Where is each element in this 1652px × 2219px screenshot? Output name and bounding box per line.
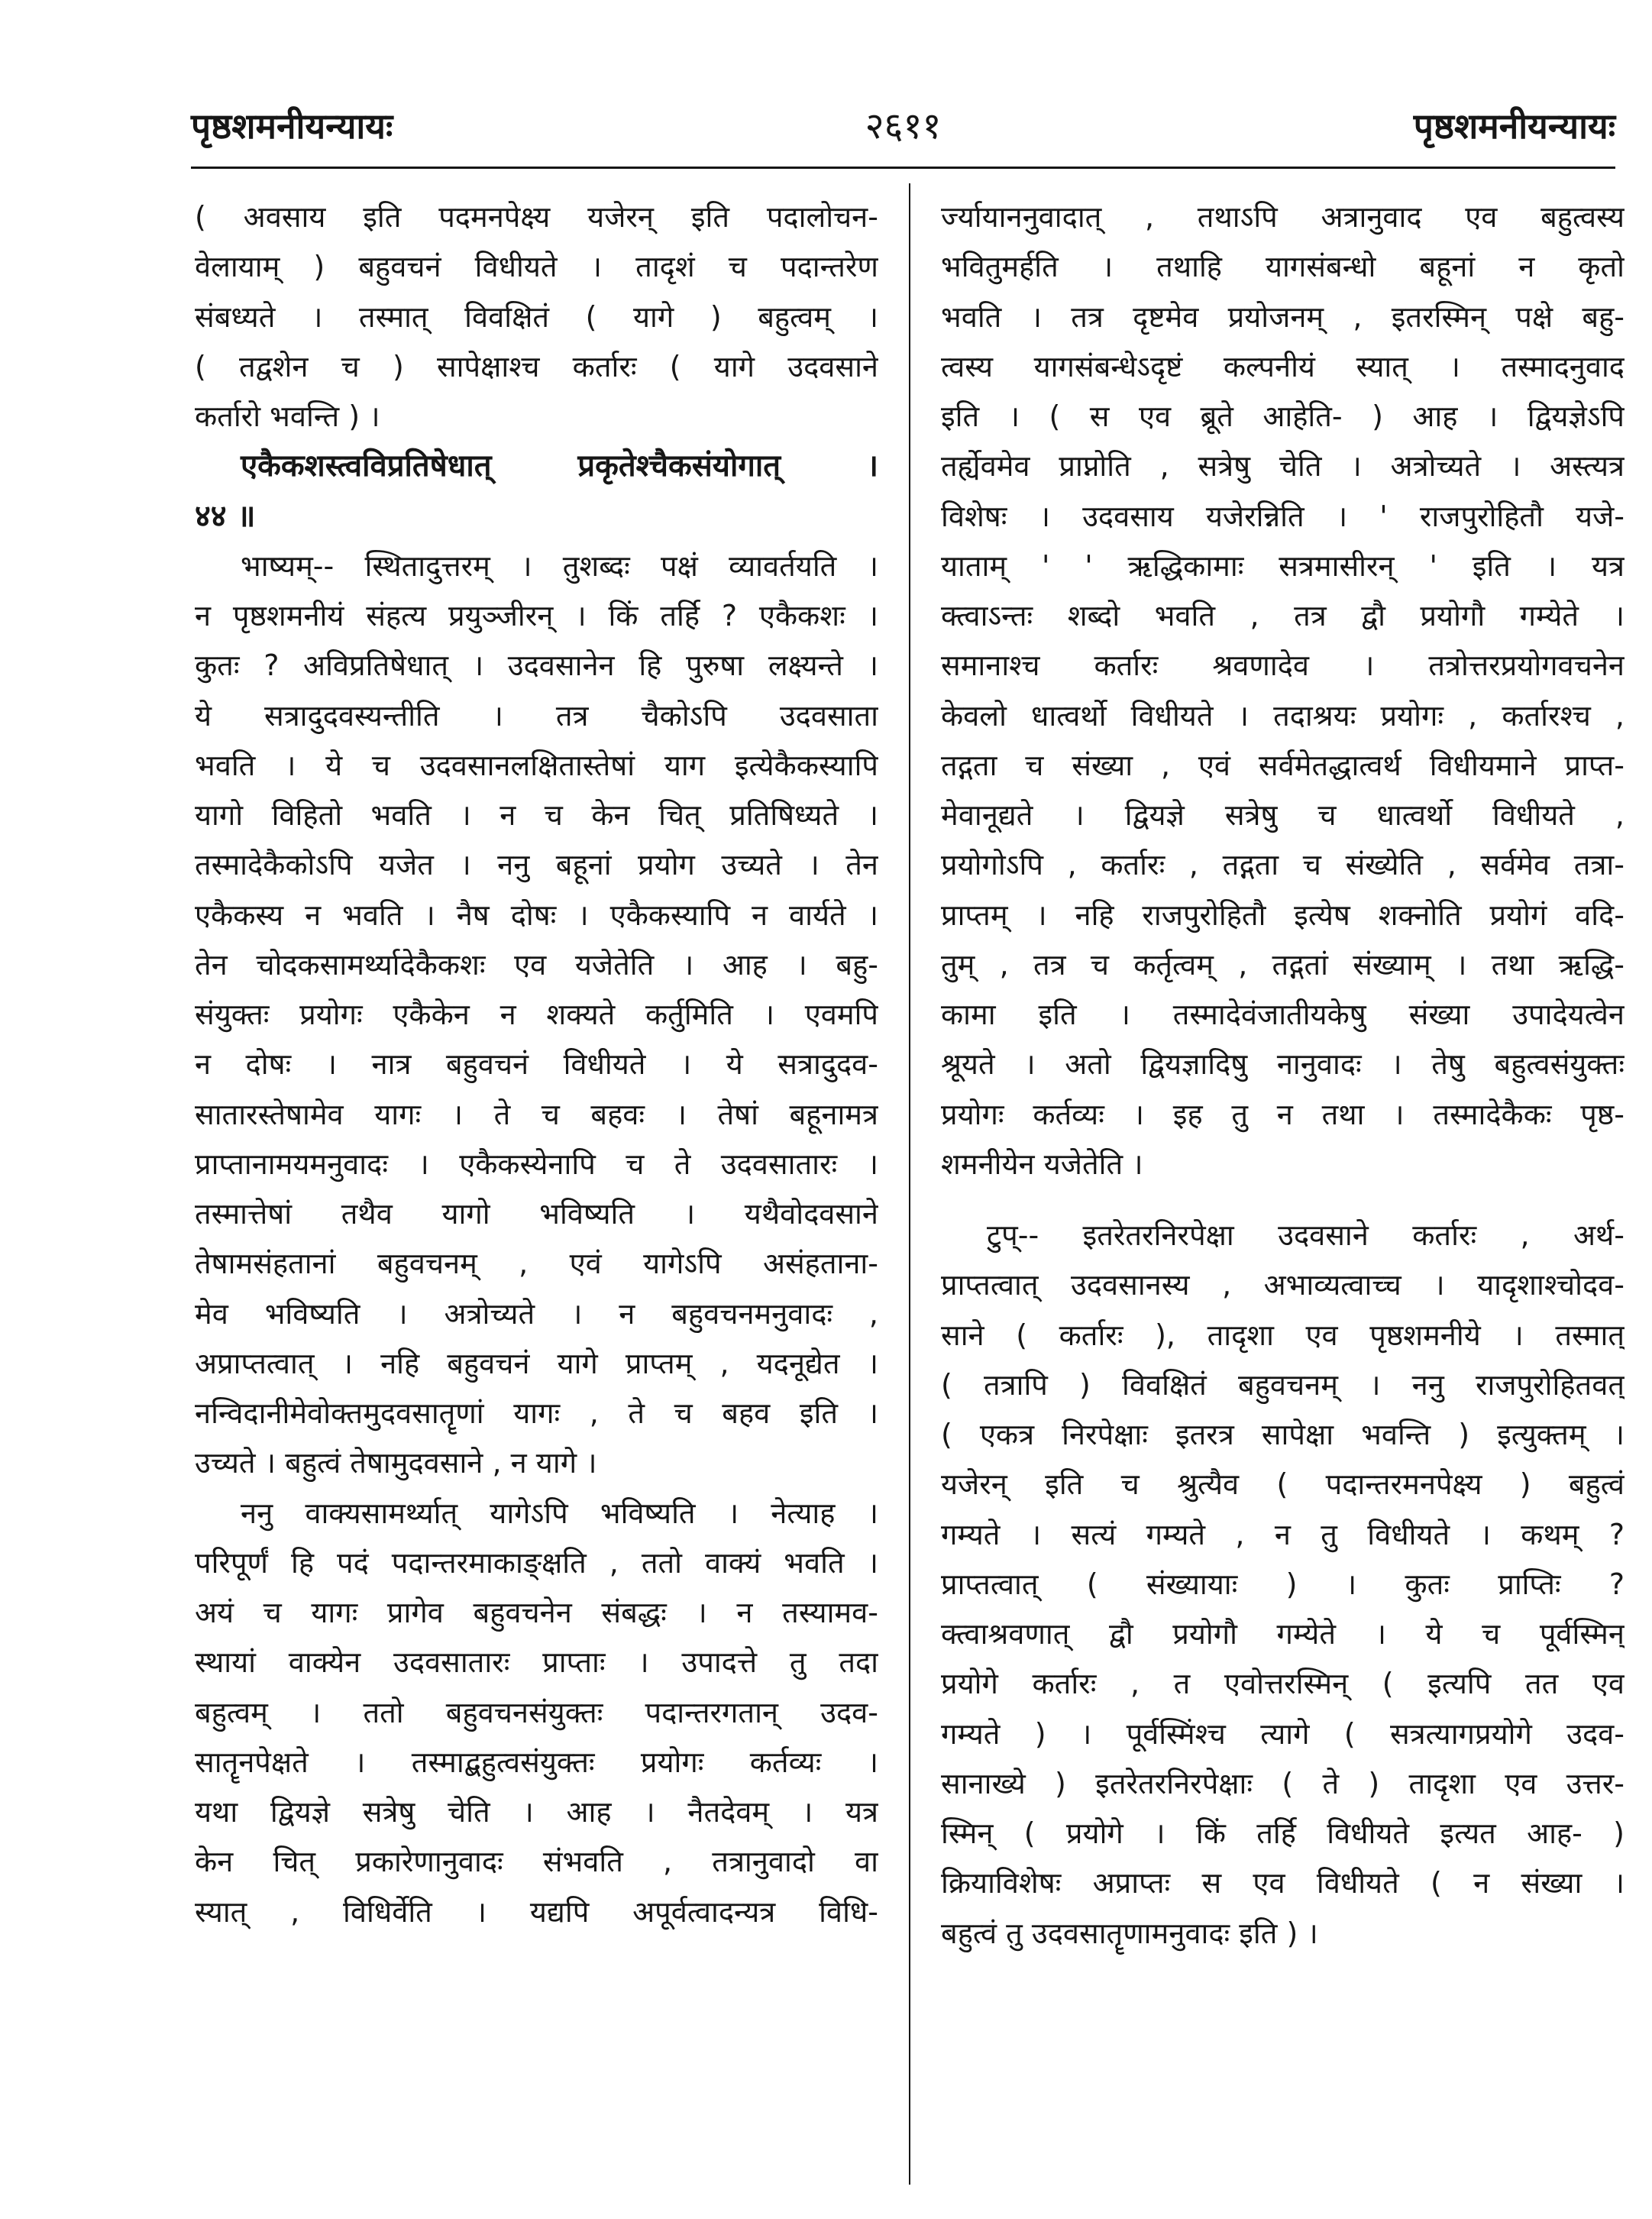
text-line: तेन चोदकसामर्थ्यादेकैकशः एव यजेतेति । आह । बहु-: [195, 947, 878, 982]
text-line: परिपूर्णं हि पदं पदान्तरमाकाङ्क्षति , ततो वाक्यं भवति ।: [195, 1545, 878, 1580]
text-line: तुम् , तत्र च कर्तृत्वम् , तद्गतां संख्याम् । तथा ऋद्धि-: [941, 947, 1625, 982]
text-line: ( अवसाय इति पदमनपेक्ष्य यजेरन् इति पदालोचन-: [195, 200, 878, 234]
page-number: २६११: [865, 105, 942, 147]
text-line: इति । ( स एव ब्रूते आहेति- ) आह । द्वियज्ञेऽपि: [941, 399, 1625, 433]
text-line: क्रियाविशेषः अप्राप्तः स एव विधीयते ( न संख्या ।: [941, 1866, 1625, 1900]
text-line: संबध्यते । तस्मात् विवक्षितं ( यागे ) बहुत्वम् ।: [195, 299, 878, 334]
sutra-number: ४४ ॥: [195, 498, 256, 534]
text-line: न पृष्ठशमनीयं संहत्य प्रयुञ्जीरन् । किं तर्हि ? एकैकशः ।: [195, 599, 878, 632]
text-line: भवति । ये च उदवसानलक्षितास्तेषां याग इत्येकैकस्यापि: [195, 748, 878, 782]
text-line: बहुत्वम् । ततो बहुवचनसंयुक्तः पदान्तरगतान् उदव-: [195, 1695, 878, 1729]
text-line: प्रयोगे कर्तारः , त एवोत्तरस्मिन् ( इत्यपि तत एव: [941, 1667, 1625, 1701]
text-line: शमनीयेन यजेतेति ।: [941, 1147, 1143, 1181]
text-line: यजेरन् इति च श्रुत्यैव ( पदान्तरमनपेक्ष्य ) बहुत्वं: [941, 1467, 1625, 1502]
text-line: तद्गता च संख्या , एवं सर्वमेतद्धात्वर्थ विधीयमाने प्राप्त-: [941, 748, 1625, 782]
running-title-left: पृष्ठशमनीयन्यायः: [191, 105, 393, 147]
text-line: तेषामसंहतानां बहुवचनम् , एवं यागेऽपि असंहताना-: [195, 1247, 878, 1281]
text-line: प्रयोगोऽपि , कर्तारः , तद्गता च संख्येति , सर्वमेव तत्रा-: [941, 848, 1625, 882]
running-title-right: पृष्ठशमनीयन्यायः: [1413, 105, 1615, 147]
text-line: कर्तारो भवन्ति ) ।: [195, 399, 380, 433]
column-divider: [909, 183, 910, 2185]
text-line: तस्मात्तेषां तथैव यागो भविष्यति । यथैवोदवसाने: [195, 1197, 878, 1231]
text-line: ( तत्रापि ) विवक्षितं बहुवचनम् । ननु राजपुरोहितवत्: [941, 1367, 1625, 1402]
text-line: अयं च यागः प्रागेव बहुवचनेन संबद्धः । न तस्यामव-: [195, 1596, 878, 1629]
text-line: केन चित् प्रकारेणानुवादः संभवति , तत्रानुवादो वा: [195, 1845, 878, 1879]
text-line: यथा द्वियज्ञे सत्रेषु चेति । आह । नैतदेवम् । यत्र: [195, 1795, 878, 1829]
text-line: साने ( कर्तारः ), तादृशा एव पृष्ठशमनीये । तस्मात्: [941, 1318, 1625, 1352]
text-line: नन्विदानीमेवोक्तमुदवसातॄणां यागः , ते च बहव इति ।: [195, 1396, 878, 1430]
text-line: र्ज्यायाननुवादात् , तथाऽपि अत्रानुवाद एव बहुत्वस्य: [941, 200, 1625, 234]
text-line: ( तद्वशेन च ) सापेक्षाश्च कर्तारः ( यागे उदवसाने: [195, 349, 878, 383]
text-line: ननु वाक्यसामर्थ्यात् यागेऽपि भविष्यति । नेत्याह ।: [241, 1496, 878, 1530]
text-line: समानाश्च कर्तारः श्रवणादेव । तत्रोत्तरप्रयोगवचनेन: [941, 649, 1625, 683]
text-line: मेव भविष्यति । अत्रोच्यते । न बहुवचनमनुवादः ,: [195, 1296, 878, 1331]
text-line: मेवानूद्यते । द्वियज्ञे सत्रेषु च धात्वर्थो विधीयते ,: [941, 798, 1625, 832]
text-line: न दोषः । नात्र बहुवचनं विधीयते । ये सत्रादुदव-: [195, 1047, 878, 1082]
text-line: त्वस्य यागसंबन्धेऽदृष्टं कल्पनीयं स्यात् । तस्मादनुवाद: [941, 349, 1625, 383]
text-line: एकैकस्य न भवति । नैष दोषः । एकैकस्यापि न वार्यते ।: [195, 898, 878, 932]
text-line: तस्मादेकैकोऽपि यजेत । ननु बहूनां प्रयोग उच्यते । तेन: [195, 848, 878, 882]
text-line: केवलो धात्वर्थो विधीयते । तदाश्रयः प्रयोगः , कर्तारश्च ,: [941, 698, 1625, 733]
text-line: वेलायाम् ) बहुवचनं विधीयते । तादृशं च पदान्तरेण: [195, 250, 878, 284]
text-line: याताम् ' ' ऋद्धिकामाः सत्रमासीरन् ' इति । यत्र: [941, 548, 1625, 583]
text-line: प्रयोगः कर्तव्यः । इह तु न तथा । तस्मादेकैकः पृष्ठ-: [941, 1097, 1625, 1131]
text-line: गम्यते ) । पूर्वस्मिंश्च त्यागे ( सत्रत्यागप्रयोगे उदव-: [941, 1716, 1625, 1751]
text-line: तर्ह्येवमेव प्राप्नोति , सत्रेषु चेति । अत्रोच्यते । अस्त्यत्र: [941, 449, 1625, 484]
text-line: प्राप्तानामयमनुवादः । एकैकस्येनापि च ते उदवसातारः ।: [195, 1147, 878, 1181]
text-line: यागो विहितो भवति । न च केन चित् प्रतिषिध्यते ।: [195, 798, 878, 832]
text-line: प्राप्तम् । नहि राजपुरोहितौ इत्येष शक्नोति प्रयोगं वदि-: [941, 898, 1625, 932]
text-line: ये सत्रादुदवस्यन्तीति । तत्र चैकोऽपि उदवसाता: [195, 698, 878, 733]
right-column: [941, 192, 1625, 2186]
left-column: [195, 192, 878, 2186]
text-line: भवितुमर्हति । तथाहि यागसंबन्धो बहूनां न कृतो: [941, 250, 1625, 284]
header-rule: [191, 167, 1615, 169]
text-line: प्राप्तत्वात् ( संख्यायाः ) । कुतः प्राप्तिः ?: [941, 1567, 1625, 1601]
text-line: बहुत्वं तु उदवसातॄणामनुवादः इति ) ।: [941, 1916, 1318, 1950]
commentary-start-line: टुप्-- इतरेतरनिरपेक्षा उदवसाने कर्तारः , अर्थ-: [987, 1218, 1625, 1252]
text-line: भवति । तत्र दृष्टमेव प्रयोजनम् , इतरस्मिन् पक्षे बहु-: [941, 299, 1625, 334]
text-line: सातॄनपेक्षते । तस्माद्बहुत्वसंयुक्तः प्रयोगः कर्तव्यः ।: [195, 1745, 878, 1779]
text-line: श्रूयते । अतो द्वियज्ञादिषु नानुवादः । तेषु बहुत्वसंयुक्तः: [941, 1047, 1625, 1082]
sutra-line: एकैकशस्त्वविप्रतिषेधात् प्रकृतेश्चैकसंयोगात् ।: [241, 448, 878, 484]
text-line: अप्राप्तत्वात् । नहि बहुवचनं यागे प्राप्तम् , यदनूद्येत ।: [195, 1346, 878, 1380]
text-line: सानाख्ये ) इतरेतरनिरपेक्षाः ( ते ) तादृशा एव उत्तर-: [941, 1766, 1625, 1800]
text-line: ( एकत्र निरपेक्षाः इतरत्र सापेक्षा भवन्ति ) इत्युक्तम् ।: [941, 1418, 1625, 1451]
text-line: स्यात् , विधिर्वेति । यद्यपि अपूर्वत्वादन्यत्र विधि-: [195, 1894, 878, 1929]
text-line: स्थायां वाक्येन उदवसातारः प्राप्ताः । उपादत्ते तु तदा: [195, 1645, 878, 1680]
text-line: उच्यते । बहुत्वं तेषामुदवसाने , न यागे ।: [195, 1446, 597, 1480]
text-line: क्त्वाऽन्तः शब्दो भवति , तत्र द्वौ प्रयोगौ गम्येते ।: [941, 599, 1625, 632]
text-line: स्मिन् ( प्रयोगे । किं तर्हि विधीयते इत्यत आह- ): [941, 1816, 1625, 1850]
text-line: सातारस्तेषामेव यागः । ते च बहवः । तेषां बहूनामत्र: [195, 1097, 878, 1131]
text-line: विशेषः । उदवसाय यजेरन्निति । ' राजपुरोहितौ यजे-: [941, 499, 1625, 533]
page-header: [191, 95, 1615, 164]
text-line: कामा इति । तस्मादेवंजातीयकेषु संख्या उपादेयत्वेन: [941, 998, 1625, 1031]
text-line: कुतः ? अविप्रतिषेधात् । उदवसानेन हि पुरुषा लक्ष्यन्ते ।: [195, 649, 878, 683]
text-line: क्त्वाश्रवणात् द्वौ प्रयोगौ गम्येते । ये च पूर्वस्मिन्: [941, 1617, 1625, 1651]
text-line: संयुक्तः प्रयोगः एकैकेन न शक्यते कर्तुमिति । एवमपि: [195, 998, 878, 1031]
text-line: भाष्यम्-- स्थितादुत्तरम् । तुशब्दः पक्षं व्यावर्तयति ।: [241, 548, 878, 583]
text-line: गम्यते । सत्यं गम्यते , न तु विधीयते । कथम् ?: [941, 1517, 1625, 1551]
text-line: प्राप्तत्वात् उदवसानस्य , अभाव्यत्वाच्च । यादृशाश्चोदव-: [941, 1268, 1625, 1302]
